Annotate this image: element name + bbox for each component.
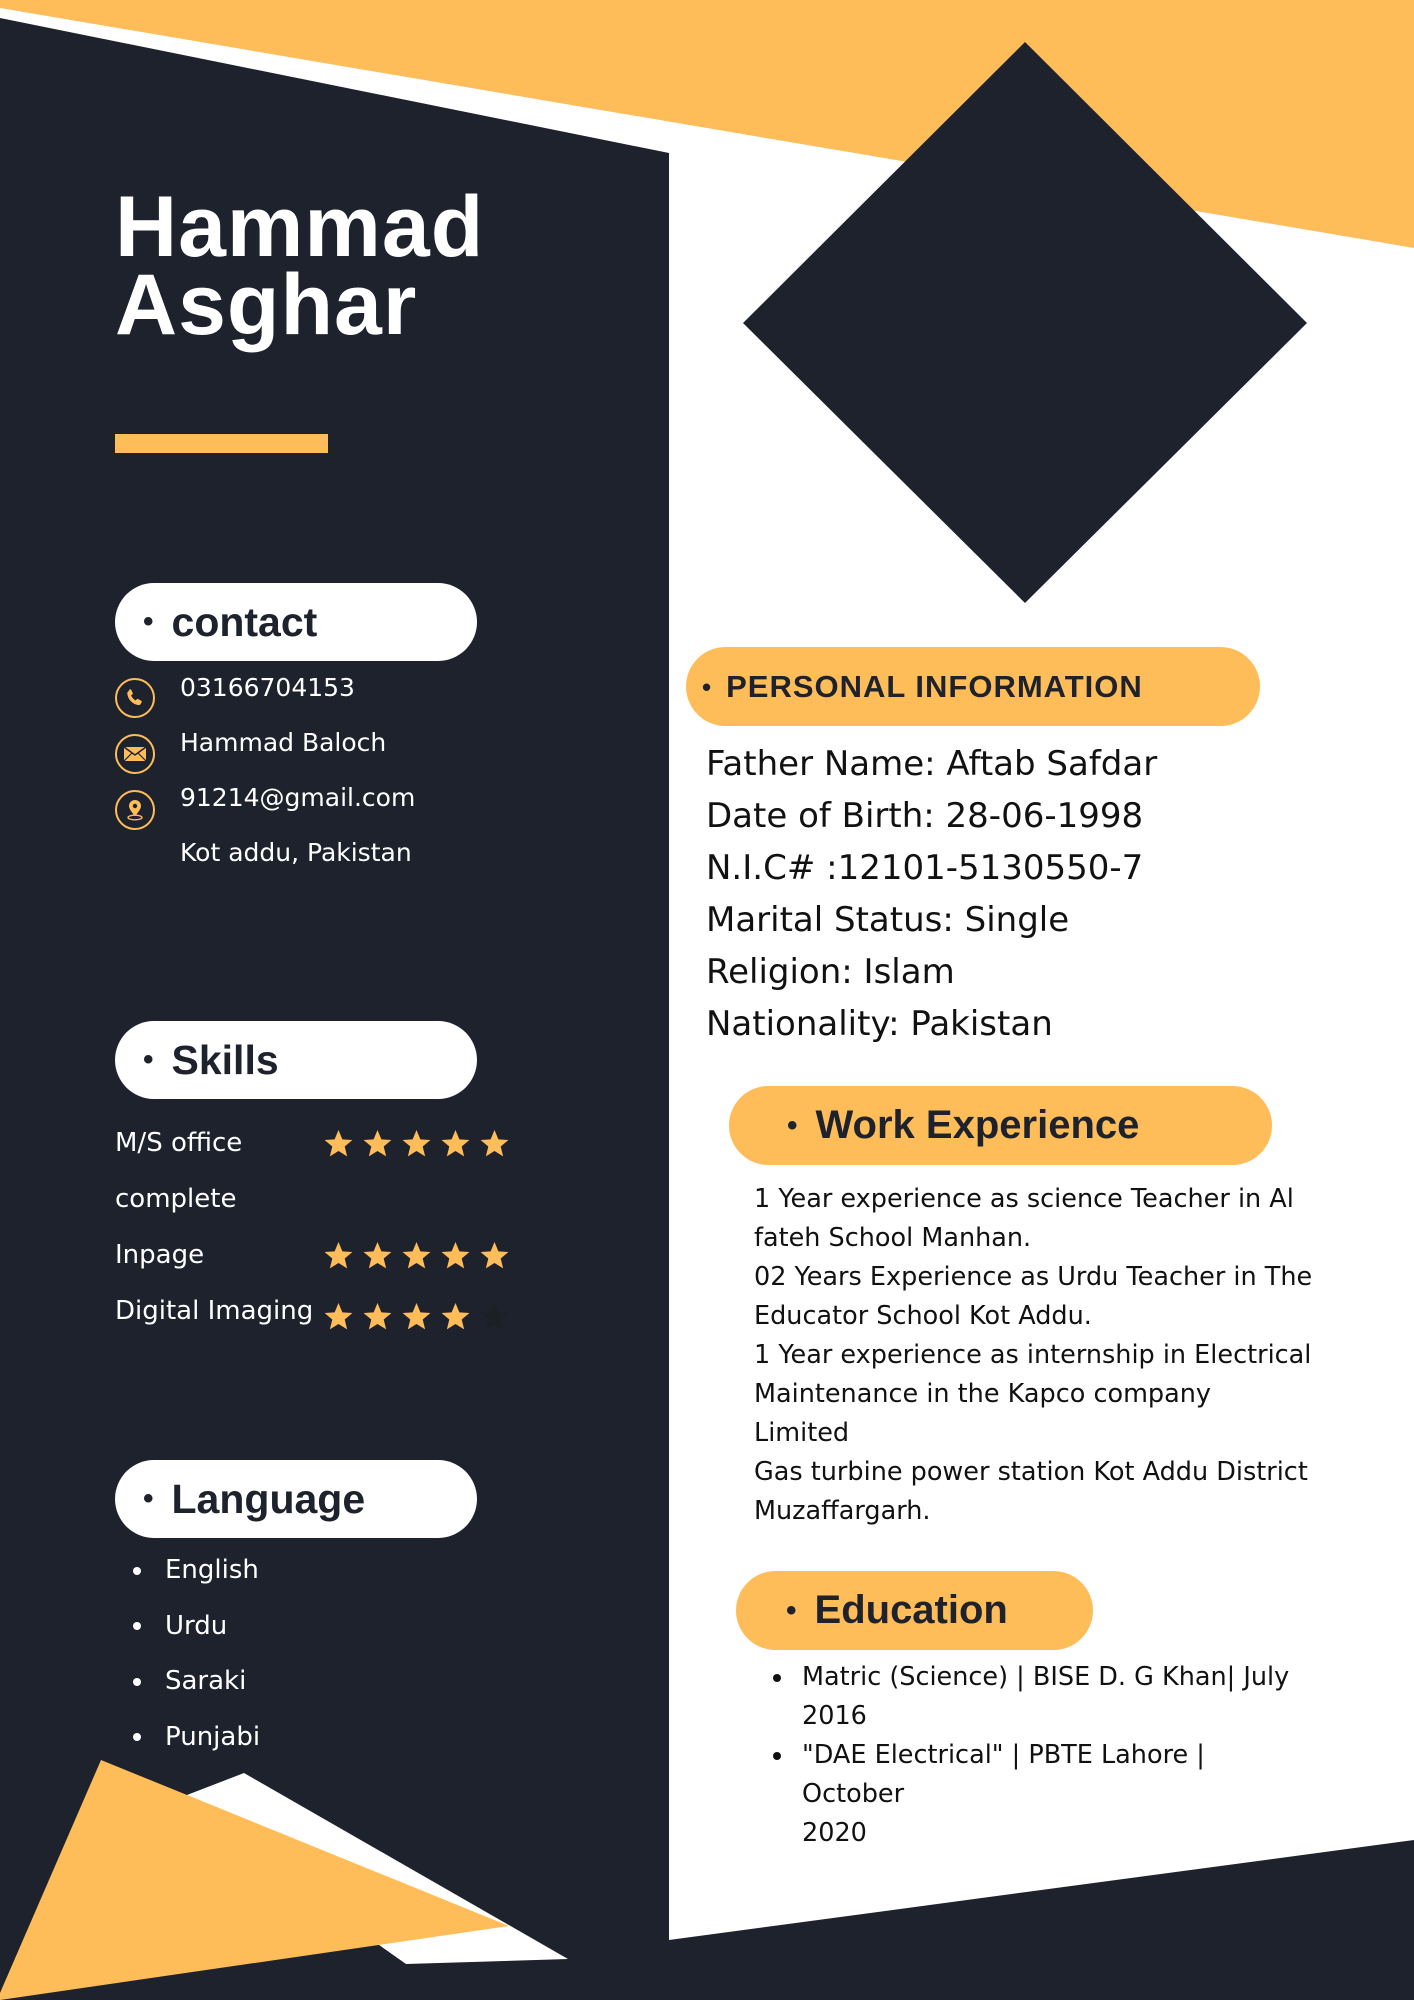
star-filled-icon — [401, 1128, 432, 1159]
star-filled-icon — [323, 1128, 354, 1159]
bullet-icon — [773, 1674, 781, 1682]
language-heading-pill — [115, 1460, 477, 1538]
star-filled-icon — [362, 1240, 393, 1271]
education-heading-pill — [736, 1571, 1093, 1650]
star-empty-icon — [479, 1301, 510, 1332]
star-filled-icon — [479, 1128, 510, 1159]
skill-row — [115, 1283, 510, 1339]
list-item — [130, 1543, 260, 1599]
bullet-icon: • — [702, 671, 713, 702]
work-line: Educator School Kot Addu. — [754, 1301, 1092, 1331]
star-filled-icon — [440, 1128, 471, 1159]
contact-details — [180, 660, 415, 880]
location-pin-icon — [115, 790, 155, 830]
skill-rating — [323, 1301, 510, 1332]
skill-rating — [323, 1240, 510, 1271]
list-item — [770, 1658, 1310, 1736]
star-filled-icon — [362, 1301, 393, 1332]
star-filled-icon — [323, 1240, 354, 1271]
work-experience-text — [754, 1180, 1314, 1531]
education-entry: "DAE Electrical" | PBTE Lahore | October — [802, 1740, 1205, 1809]
skills-heading: Skills — [171, 1036, 279, 1083]
language-item: Saraki — [165, 1666, 247, 1696]
star-filled-icon — [323, 1301, 354, 1332]
mail-icon — [115, 734, 155, 774]
work-line: 1 Year experience as internship in Electrical — [754, 1340, 1312, 1370]
list-item — [770, 1736, 1310, 1853]
star-filled-icon — [440, 1240, 471, 1271]
star-filled-icon — [401, 1301, 432, 1332]
personal-info-list — [706, 738, 1157, 1050]
skill-label: Inpage — [115, 1240, 205, 1270]
nationality: Nationality: Pakistan — [706, 1004, 1053, 1044]
education-list — [770, 1658, 1310, 1853]
name-underline-bar — [115, 434, 328, 453]
contact-phone: 03166704153 — [180, 673, 355, 702]
contact-icons — [115, 678, 155, 846]
list-item — [130, 1654, 260, 1710]
education-year: 2016 — [802, 1701, 867, 1731]
last-name: Asghar — [115, 257, 418, 353]
work-experience-heading: Work Experience — [815, 1103, 1140, 1147]
language-item: Punjabi — [165, 1721, 261, 1752]
nic-number: N.I.C# :12101-5130550-7 — [706, 848, 1144, 888]
father-name: Father Name: Aftab Safdar — [706, 744, 1158, 784]
work-experience-heading-pill — [729, 1086, 1272, 1165]
phone-icon — [115, 678, 155, 718]
candidate-name — [115, 179, 485, 353]
skills-heading-pill — [115, 1021, 477, 1099]
list-item — [130, 1710, 260, 1766]
bullet-icon: • — [143, 1043, 154, 1076]
marital-status: Marital Status: Single — [706, 900, 1070, 940]
skill-rating — [323, 1128, 510, 1159]
list-item — [130, 1599, 260, 1655]
bullet-icon: • — [143, 605, 154, 638]
contact-heading: contact — [171, 598, 318, 645]
skills-list — [115, 1115, 510, 1339]
skill-label: complete — [115, 1184, 237, 1214]
personal-info-heading: PERSONAL INFORMATION — [726, 668, 1143, 704]
education-entry: Matric (Science) | BISE D. G Khan| July — [802, 1662, 1290, 1692]
contact-name: Hammad Baloch — [180, 728, 387, 757]
bullet-icon — [133, 1678, 141, 1686]
bullet-icon — [133, 1622, 141, 1630]
bullet-icon: • — [143, 1482, 154, 1515]
work-line: 1 Year experience as science Teacher in Al — [754, 1184, 1294, 1214]
personal-info-heading-pill — [686, 647, 1260, 726]
religion: Religion: Islam — [706, 952, 955, 992]
bullet-icon: • — [786, 1593, 797, 1627]
work-line: fateh School Manhan. — [754, 1223, 1032, 1253]
work-line: Muzaffargarh. — [754, 1496, 931, 1526]
skill-row — [115, 1171, 510, 1227]
bottom-dark-band — [669, 1840, 1414, 2000]
work-line: 02 Years Experience as Urdu Teacher in The — [754, 1262, 1313, 1292]
skill-label: Digital Imaging — [115, 1296, 314, 1326]
work-line: Maintenance in the Kapco company Limited — [754, 1379, 1211, 1448]
skill-label: M/S office — [115, 1128, 243, 1158]
language-item: English — [165, 1555, 259, 1585]
first-name: Hammad — [115, 179, 485, 275]
education-heading: Education — [814, 1588, 1008, 1632]
star-filled-icon — [479, 1240, 510, 1271]
language-item: Urdu — [165, 1610, 228, 1641]
date-of-birth: Date of Birth: 28-06-1998 — [706, 796, 1144, 836]
bullet-icon: • — [787, 1108, 798, 1142]
skill-row — [115, 1115, 510, 1171]
star-filled-icon — [362, 1128, 393, 1159]
bullet-icon — [773, 1752, 781, 1760]
work-line: Gas turbine power station Kot Addu District — [754, 1457, 1308, 1487]
contact-address: Kot addu, Pakistan — [180, 838, 412, 867]
education-year: 2020 — [802, 1818, 867, 1848]
bullet-icon — [133, 1733, 141, 1741]
skill-row — [115, 1227, 510, 1283]
language-list — [130, 1543, 260, 1765]
contact-heading-pill — [115, 583, 477, 661]
contact-email: 91214@gmail.com — [180, 783, 416, 812]
language-heading: Language — [171, 1475, 366, 1522]
bullet-icon — [133, 1567, 141, 1575]
star-filled-icon — [401, 1240, 432, 1271]
star-filled-icon — [440, 1301, 471, 1332]
